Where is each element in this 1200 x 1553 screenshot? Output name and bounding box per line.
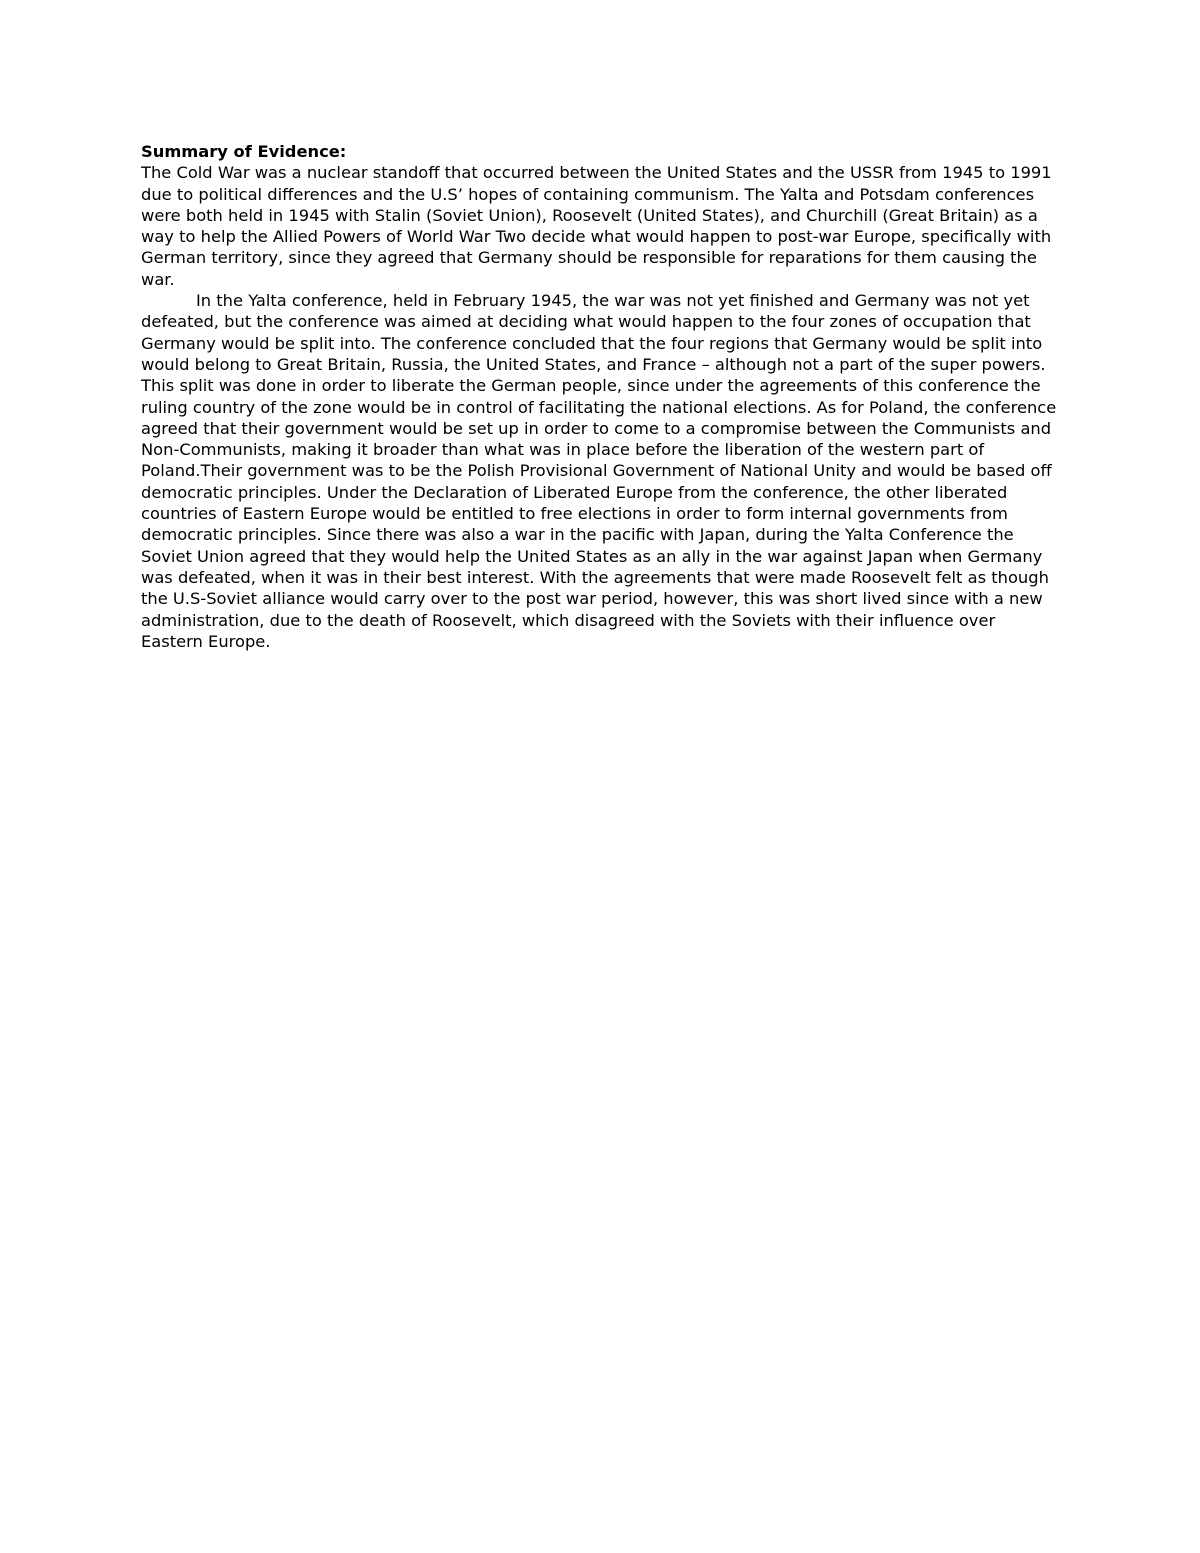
section-heading: Summary of Evidence: xyxy=(141,142,347,161)
paragraph-intro: The Cold War was a nuclear standoff that occurred between the United States and the USSR from 1945 to 1991 due to political differences and the U.S’ hopes of containing communism. The Yalta and Potsdam conferences were both held in 1945 with Stalin (Soviet Union), Roosevelt (United States), and Churchill (Great Britain) as a way to help the Allied Powers of World War Two decide what would happen to post-war Europe, specifically with German territory, since they agreed that Germany should be responsible for reparations for them causing the war. xyxy=(141,163,1052,289)
paragraph-yalta: In the Yalta conference, held in February 1945, the war was not yet finished and Germany was not yet defeated, but the conference was aimed at deciding what would happen to the four zones of occupation that Germany would be split into. The conference concluded that the four regions that Germany would be split into would belong to Great Britain, Russia, the United States, and France – although not a part of the super powers. This split was done in order to liberate the German people, since under the agreements of this conference the ruling country of the zone would be in control of facilitating the national elections. As for Poland, the conference agreed that their government would be set up in order to come to a compromise between the Communists and Non-Communists, making it broader than what was in place before the liberation of the western part of Poland.Their government was to be the Polish Provisional Government of National Unity and would be based off democratic principles. Under the Declaration of Liberated Europe from the conference, the other liberated countries of Eastern Europe would be entitled to free elections in order to form internal governments from democratic principles. Since there was also a war in the pacific with Japan, during the Yalta Conference the Soviet Union agreed that they would help the United States as an ally in the war against Japan when Germany was defeated, when it was in their best interest. With the agreements that were made Roosevelt felt as though the U.S-Soviet alliance would carry over to the post war period, however, this was short lived since with a new administration, due to the death of Roosevelt, which disagreed with the Soviets with their influence over Eastern Europe. xyxy=(141,291,1057,651)
document-body xyxy=(141,141,1061,652)
